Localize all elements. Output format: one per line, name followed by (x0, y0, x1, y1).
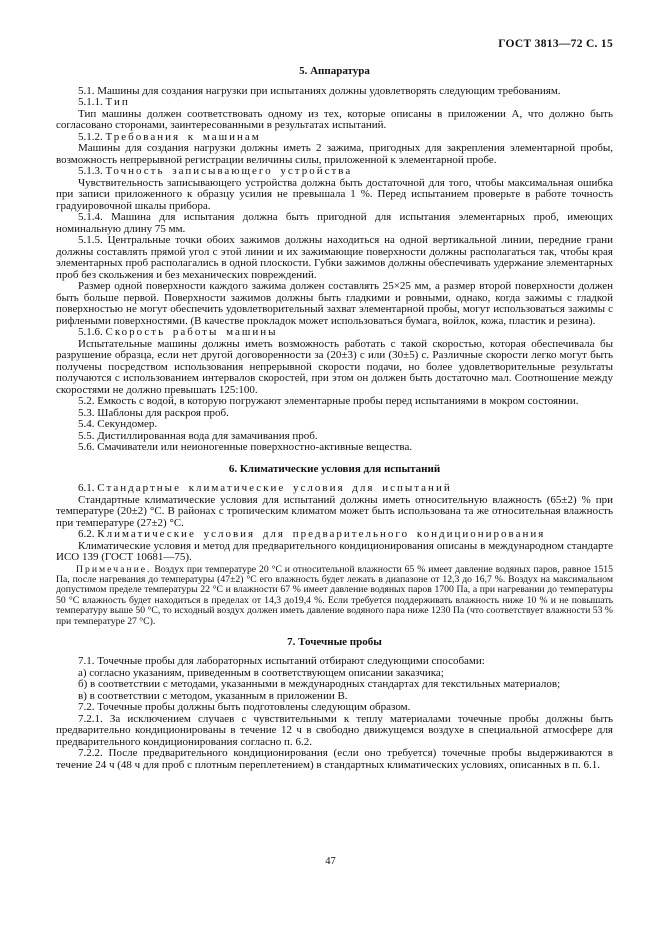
paragraph: 5.1.4. Машина для испытания должна быть пригодной для испытания элементарных проб, имеющих номинальную длину 75 мм. (56, 211, 613, 235)
paragraph: 7.2.1. За исключением случаев с чувствительными к теплу материалами точечные пробы должны быть предварительно кондиционированы в течение 12 ч в свободно движущемся воздухе в специальной атмосфере для предварительного кондиционирования согласно п. 6.2. (56, 712, 613, 748)
paragraph: б) в соответствии с методами, указанными в международных стандартах для текстильных материалов; (78, 678, 561, 691)
paragraph: Стандартные климатические условия для испытаний должны иметь относительную влажность (65±2) % при температуре (20±2) °С. В районах с тропическим климатом может быть использована та же относительная влажность при температуре (27±2) °С. (56, 493, 613, 529)
clause-title: Стандартные климатические условия для испытаний (97, 482, 452, 494)
section-heading: 5. Аппаратура (299, 65, 370, 77)
clause-heading (56, 529, 613, 541)
note-paragraph: Примечание. Воздух при температуре 20 °С и относительной влажности 65 % имеет давление водяных паров, равное 1515 Па, после нагревания до температуры (47±2) °С его влажность будет лежать в диапазоне от 12,3 до 16,7 %. Воздух на максимальном допустимом пределе температуры 22 °С и влажности 67 % имеет давление водяных паров 1700 Па, а при нагревании до температуры 50 °С влажность будет находиться в пределах от 14,3 до19,4 %. Если требуется поддерживать влажность ниже 10 % и не повышать температуру выше 50 °С, то исходный воздух должен иметь давление водяного пара ниже 1230 Па (что соответствует влажности 53 % при температуре 27 °С). (56, 563, 613, 627)
clause-heading (56, 483, 613, 495)
clause-number: 5.1.3. (78, 165, 106, 177)
paragraph: 7.2.2. После предварительного кондиционирования (если оно требуется) точечные пробы выдерживаются в течение 24 ч (48 ч для проб с плотным переплетением) в стандартных климатических условиях, описанных в п. 6.1. (56, 747, 613, 771)
paragraph: Чувствительность записывающего устройства должна быть достаточной для того, чтобы максимальная ошибка при записи приложенного к образцу усилия не превышала 1 %. Перед испытанием проверьте в работе точность градуировочной шкалы прибора. (56, 176, 613, 212)
section-heading: 6. Климатические условия для испытаний (228, 462, 441, 475)
paragraph: Размер одной поверхности каждого зажима должен составлять 25×25 мм, а размер второй поверхности должен быть больше первой. Поверхности зажимов должны быть гладкими и ровными, однако, когда зажимы с гладкой поверхностью не могут обеспечить удовлетворительный захват элементарной пробы, могут использоваться зажимы с рифлеными поверхностями. (В качестве прокладок может использоваться бумага, войлок, кожа, пластик и резина). (56, 280, 613, 327)
page-header (56, 38, 613, 50)
clause-title: Требования к машинам (105, 130, 261, 143)
clause-title: Климатические условия для предварительного кондиционирования (97, 528, 546, 540)
paragraph: 5.5. Дистиллированная вода для замачивания проб. (78, 429, 318, 442)
paragraph: а) согласно указаниям, приведенным в соответствующем описании заказчика; (78, 666, 444, 679)
clause-number: 6.1. (78, 482, 98, 494)
page-footer (0, 856, 661, 867)
clause-heading (56, 166, 613, 178)
clause-number: 5.1.2. (78, 130, 106, 143)
section-heading: 7. Точечные пробы (287, 635, 382, 648)
page-number: 47 (325, 856, 336, 867)
note-label: Примечание. (76, 563, 152, 575)
paragraph: Тип машины должен соответствовать одному из тех, которые описаны в приложении А, что должно быть согласовано сторонами, заинтересованными в результатах испытаний. (56, 107, 613, 131)
clause-number: 6.2. (78, 528, 98, 540)
paragraph: 5.6. Смачиватели или неионогенные поверхностно-активные вещества. (78, 441, 413, 453)
clause-title: Точность записывающего устройства (105, 165, 353, 177)
paragraph: 5.2. Емкость с водой, в которую погружают элементарные пробы перед испытаниями в мокром состоянии. (78, 395, 579, 407)
paragraph: в) в соответствии с методом, указанным в приложении В. (78, 689, 348, 702)
clause-number: 5.1.6. (78, 326, 106, 338)
document-body (56, 66, 613, 771)
clause-heading (56, 327, 613, 339)
clause-title: Тип (105, 96, 130, 108)
paragraph: 5.3. Шаблоны для раскроя проб. (78, 406, 229, 419)
paragraph: Климатические условия и метод для предварительного кондиционирования описаны в международном стандарте ИСО 139 (ГОСТ 10681—75). (56, 539, 613, 563)
paragraph: Машины для создания нагрузки должны иметь 2 зажима, пригодных для закрепления элементарной пробы, возможность непрерывной регистрации величины силы, приложенной к элементарной пробе. (56, 142, 613, 166)
clause-heading (56, 97, 613, 109)
paragraph: 7.2. Точечные пробы должны быть подготовлены следующим образом. (78, 701, 411, 714)
paragraph: 7.1. Точечные пробы для лабораторных испытаний отбирают следующими способами: (78, 655, 485, 668)
clause-number: 5.1.1. (78, 96, 106, 108)
paragraph: 5.4. Секундомер. (78, 418, 158, 430)
document-reference: ГОСТ 3813—72 С. 15 (498, 38, 613, 50)
paragraph: Испытательные машины должны иметь возможность работать с такой скоростью, которая обеспечивала бы разрушение образца, если нет другой договоренности за (20±3) с или (30±5) с. Различные скорости легко могут быть получены посредством использования непрерывной скорости подачи, но более удовлетворительные результаты получаются с использованием интервалов скоростей, при этом он должен быть достаточно мал. Соотношение между скоростями не должно превышать 125:100. (56, 337, 613, 396)
clause-title: Скорость работы машины (105, 326, 278, 338)
paragraph: 5.1.5. Центральные точки обоих зажимов должны находиться на одной вертикальной линии, передние грани должны составлять прямой угол с этой линии и их зажимающие поверхности должны располагаться так, чтобы края элементарных проб располагались в одной плоскости. Губки зажимов должны обеспечивать удержание элементарных проб без скольжения и без механических повреждений. (56, 234, 613, 281)
paragraph: 5.1. Машины для создания нагрузки при испытаниях должны удовлетворять следующим требованиям. (78, 84, 561, 97)
